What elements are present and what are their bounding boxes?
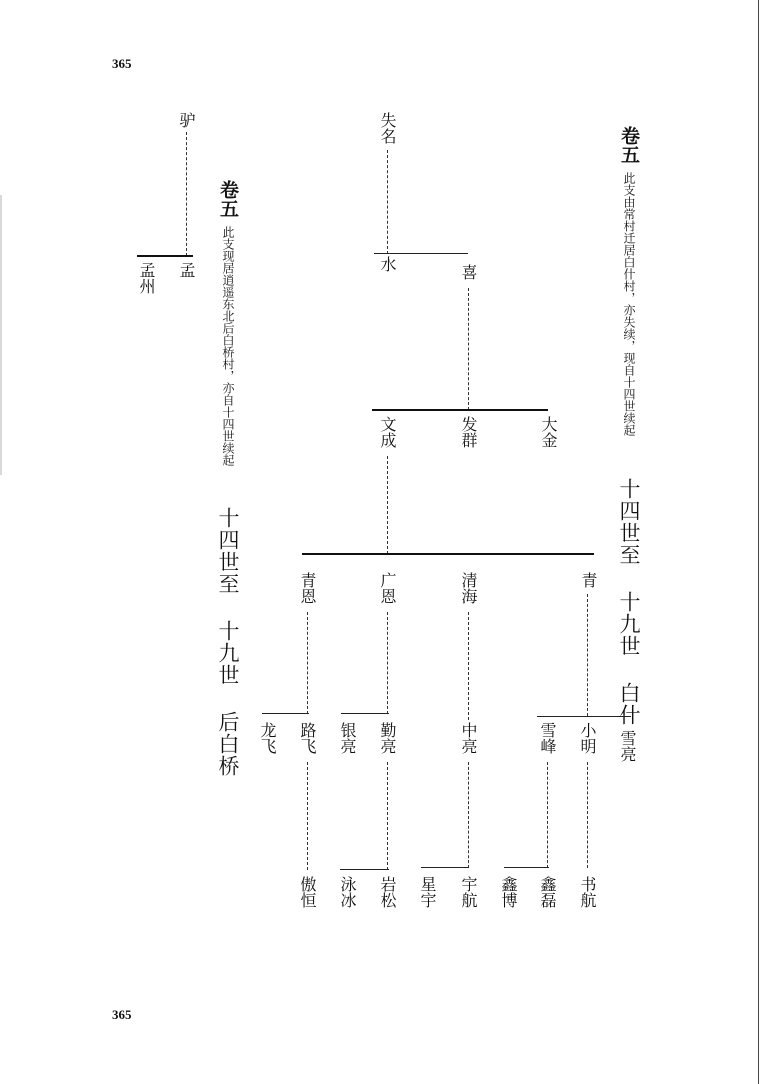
left-generation-range: 十四世至 十九世 后白桥 — [216, 507, 240, 777]
person-qing: 青 — [579, 572, 598, 588]
descent-line — [468, 288, 469, 410]
person-longfei: 龙飞 — [258, 722, 277, 754]
sibling-bar — [340, 869, 389, 870]
person-xueliang: 雪亮 — [618, 730, 637, 762]
page-shadow-edge — [0, 195, 2, 475]
right-volume-title: 卷五 — [618, 126, 640, 164]
person-qingen: 青恩 — [298, 572, 317, 604]
sibling-bar — [372, 409, 548, 411]
descent-line — [387, 612, 388, 714]
person-aoheng: 傲恒 — [298, 876, 317, 908]
person-xinlei: 鑫磊 — [538, 876, 557, 908]
descent-line — [307, 762, 308, 870]
page-number-top: 365 — [112, 56, 132, 71]
sibling-bar — [262, 713, 309, 714]
person-xuefeng: 雪峰 — [538, 722, 557, 754]
person-yinliang: 银亮 — [338, 722, 357, 754]
sibling-bar — [504, 867, 549, 868]
left-volume-title: 卷五 — [217, 180, 239, 218]
sibling-bar — [302, 553, 594, 555]
sibling-bar — [421, 867, 469, 868]
sibling-bar — [537, 716, 631, 717]
person-xi: 喜 — [459, 264, 478, 280]
person-mengzhou: 孟州 — [137, 262, 156, 294]
person-lv: 驴 — [177, 112, 196, 128]
person-zhongliang: 中亮 — [459, 722, 478, 754]
descent-line — [587, 762, 588, 868]
person-yansong: 岩松 — [378, 876, 397, 908]
person-xingyu: 星宇 — [418, 876, 437, 908]
person-qinliang: 勤亮 — [378, 722, 397, 754]
descent-line — [307, 612, 308, 714]
sibling-bar — [137, 255, 193, 257]
left-branch-note: 此支现居逍遥东北后白桥村，亦自十四世续起 — [221, 226, 235, 466]
person-meng: 孟 — [177, 262, 196, 278]
person-faqun: 发群 — [459, 416, 478, 448]
person-lufei: 路飞 — [298, 722, 317, 754]
page-edge-line — [758, 0, 759, 1084]
right-branch-note: 此支由常村迁居白什村，亦失续，现自十四世续起 — [622, 172, 636, 436]
sibling-bar — [341, 713, 389, 714]
descent-line — [468, 612, 469, 720]
descent-line — [468, 762, 469, 868]
person-qinghai: 清海 — [459, 572, 478, 604]
page-number-bottom: 365 — [112, 1007, 132, 1022]
person-xiaoming: 小明 — [578, 722, 597, 754]
person-shuhang: 书航 — [578, 876, 597, 908]
person-shui: 水 — [378, 256, 397, 272]
descent-line — [387, 762, 388, 870]
sibling-bar — [374, 253, 468, 254]
descent-line — [387, 150, 388, 254]
person-wencheng: 文成 — [378, 416, 397, 448]
person-shiming: 失名 — [378, 112, 397, 144]
person-dajin: 大金 — [539, 416, 558, 448]
descent-line — [186, 132, 187, 256]
right-generation-range: 十四世至 十九世 白什 — [617, 478, 641, 726]
descent-line — [587, 594, 588, 716]
descent-line — [387, 456, 388, 554]
person-xinbo: 鑫博 — [499, 876, 518, 908]
person-yuhang: 宇航 — [459, 876, 478, 908]
person-bingbing: 泳冰 — [338, 876, 357, 908]
descent-line — [547, 762, 548, 868]
person-guangen: 广恩 — [378, 572, 397, 604]
